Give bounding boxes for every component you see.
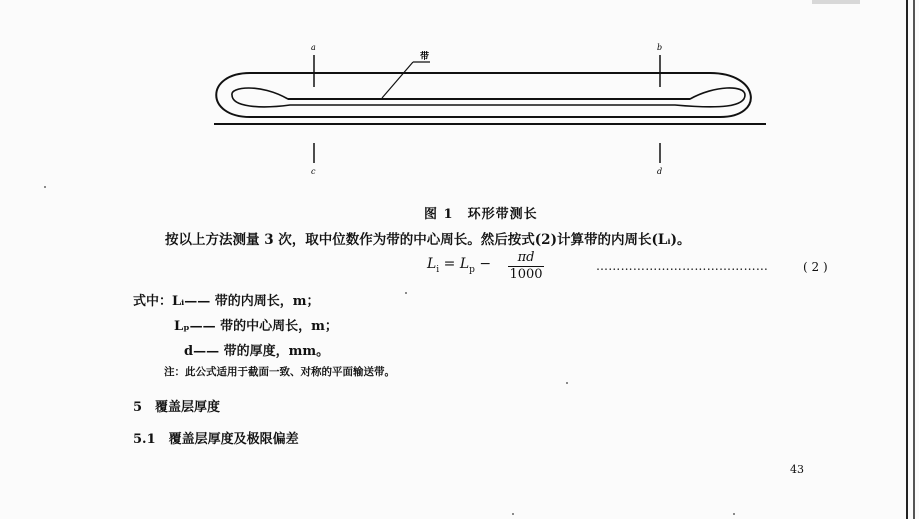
page-edge-line (906, 0, 908, 519)
band-leader (382, 62, 413, 98)
equation-number: ( 2 ) (803, 260, 828, 274)
formula-note: 注：此公式适用于截面一致、对称的平面输送带。 (164, 366, 395, 378)
mark-d-label: d (657, 167, 663, 176)
where-line-1: 式中：Lᵢ—— 带的内周长，m； (133, 294, 320, 309)
formula-denominator: 1000 (509, 267, 543, 282)
formula-minus: − (474, 256, 492, 272)
belt-outer-loop (216, 73, 751, 117)
formula-rhs-sub: p (469, 264, 475, 275)
formula-lhs-sub: i (436, 264, 440, 275)
belt-inner-left (232, 88, 745, 107)
top-strip (0, 0, 919, 6)
scan-speck (733, 513, 735, 515)
scan-speck (512, 513, 514, 515)
scan-speck (44, 186, 46, 188)
formula-fraction (508, 250, 544, 283)
section-5-heading: 5 覆盖层厚度 (133, 400, 221, 415)
formula-equals: = (439, 256, 460, 272)
formula-lhs: L (427, 256, 437, 272)
formula-leader-dots: …………………………………… (596, 259, 769, 273)
formula-numerator: πd (508, 250, 544, 267)
belt-measurement-figure (200, 35, 770, 185)
formula-rhs: L (459, 256, 470, 272)
band-label: 带 (420, 52, 430, 62)
mark-b-label: b (657, 43, 663, 52)
scan-speck (405, 292, 407, 294)
section-5-1-heading: 5.1 覆盖层厚度及极限偏差 (133, 432, 299, 447)
mark-a-label: a (311, 43, 316, 52)
formula-line (427, 256, 491, 275)
scan-speck (566, 382, 568, 384)
where-line-2: Lₚ—— 带的中心周长，m； (174, 319, 338, 334)
page-edge-line-outer (913, 0, 915, 519)
mark-c-label: c (311, 167, 316, 176)
page-number: 43 (790, 463, 804, 476)
where-line-3: d—— 带的厚度，mm。 (184, 344, 330, 359)
method-paragraph: 按以上方法测量 3 次，取中位数作为带的中心周长。然后按式(2)计算带的内周长(Lᵢ)。 (165, 232, 691, 248)
figure-caption: 图 1 环形带测长 (424, 207, 538, 222)
scan-artifact (812, 0, 860, 4)
